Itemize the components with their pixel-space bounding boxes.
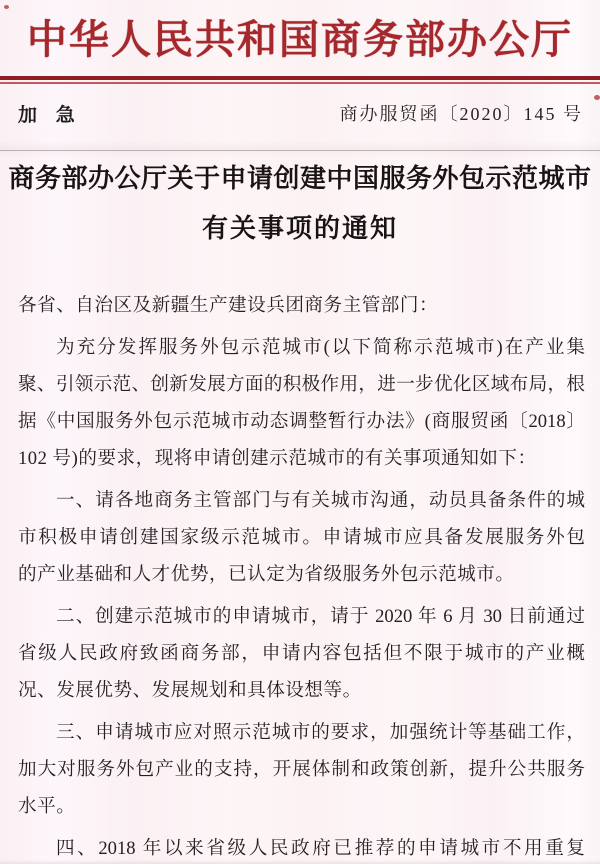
document-title-line1: 商务部办公厅关于申请创建中国服务外包示范城市 [8, 164, 592, 193]
body-line: 一、请各地商务主管部门与有关城市沟通，动员具备条件的城 [56, 490, 585, 511]
body-line: 加大对服务外包产业的支持，开展体制和政策创新，提升公共服务 [18, 759, 585, 780]
body-line: 聚、引领示范、创新发展方面的积极作用，进一步优化区域布局，根 [18, 374, 585, 395]
body-line: 的产业基础和人才优势，已认定为省级服务外包示范城市。 [18, 564, 515, 585]
document-meta-row [18, 100, 583, 126]
body-line: 据《中国服务外包示范城市动态调整暂行办法》(商服贸函〔2018〕 [18, 411, 585, 432]
letterhead-org-name: 中华人民共和国商务部办公厅 [27, 17, 573, 62]
body-line: 省级人民政府致函商务部，申请内容包括但不限于城市的产业概 [18, 643, 585, 664]
letterhead-red-rule [0, 76, 600, 85]
document-body [18, 287, 585, 864]
page-bottom-shadow [0, 860, 600, 864]
meta-divider-line [0, 150, 600, 151]
scan-speck [594, 95, 600, 100]
body-line: 水平。 [18, 796, 76, 817]
document-title [0, 160, 600, 248]
salutation-line: 各省、自治区及新疆生产建设兵团商务主管部门： [18, 295, 439, 316]
red-rule-thin [0, 82, 600, 84]
body-line: 况、发展优势、发展规划和具体设想等。 [18, 680, 362, 701]
paper-shading [0, 140, 600, 158]
body-line: 二、创建示范城市的申请城市，请于 2020 年 6 月 30 日前通过 [56, 606, 585, 627]
body-line: 三、申请城市应对照示范城市的要求，加强统计等基础工作， [56, 722, 585, 743]
body-line: 市积极申请创建国家级示范城市。申请城市应具备发展服务外包 [18, 527, 585, 548]
document-number: 商办服贸函〔2020〕145 号 [339, 104, 583, 124]
body-line: 四、2018 年以来省级人民政府已推荐的申请城市不用重复 [56, 838, 585, 859]
body-line: 102 号)的要求，现将申请创建示范城市的有关事项通知如下： [18, 448, 537, 469]
urgency-label: 加 急 [18, 104, 76, 126]
document-title-line2: 有关事项的通知 [201, 214, 398, 243]
body-line: 为充分发挥服务外包示范城市(以下简称示范城市)在产业集 [56, 337, 585, 358]
red-rule-thick [0, 76, 600, 80]
